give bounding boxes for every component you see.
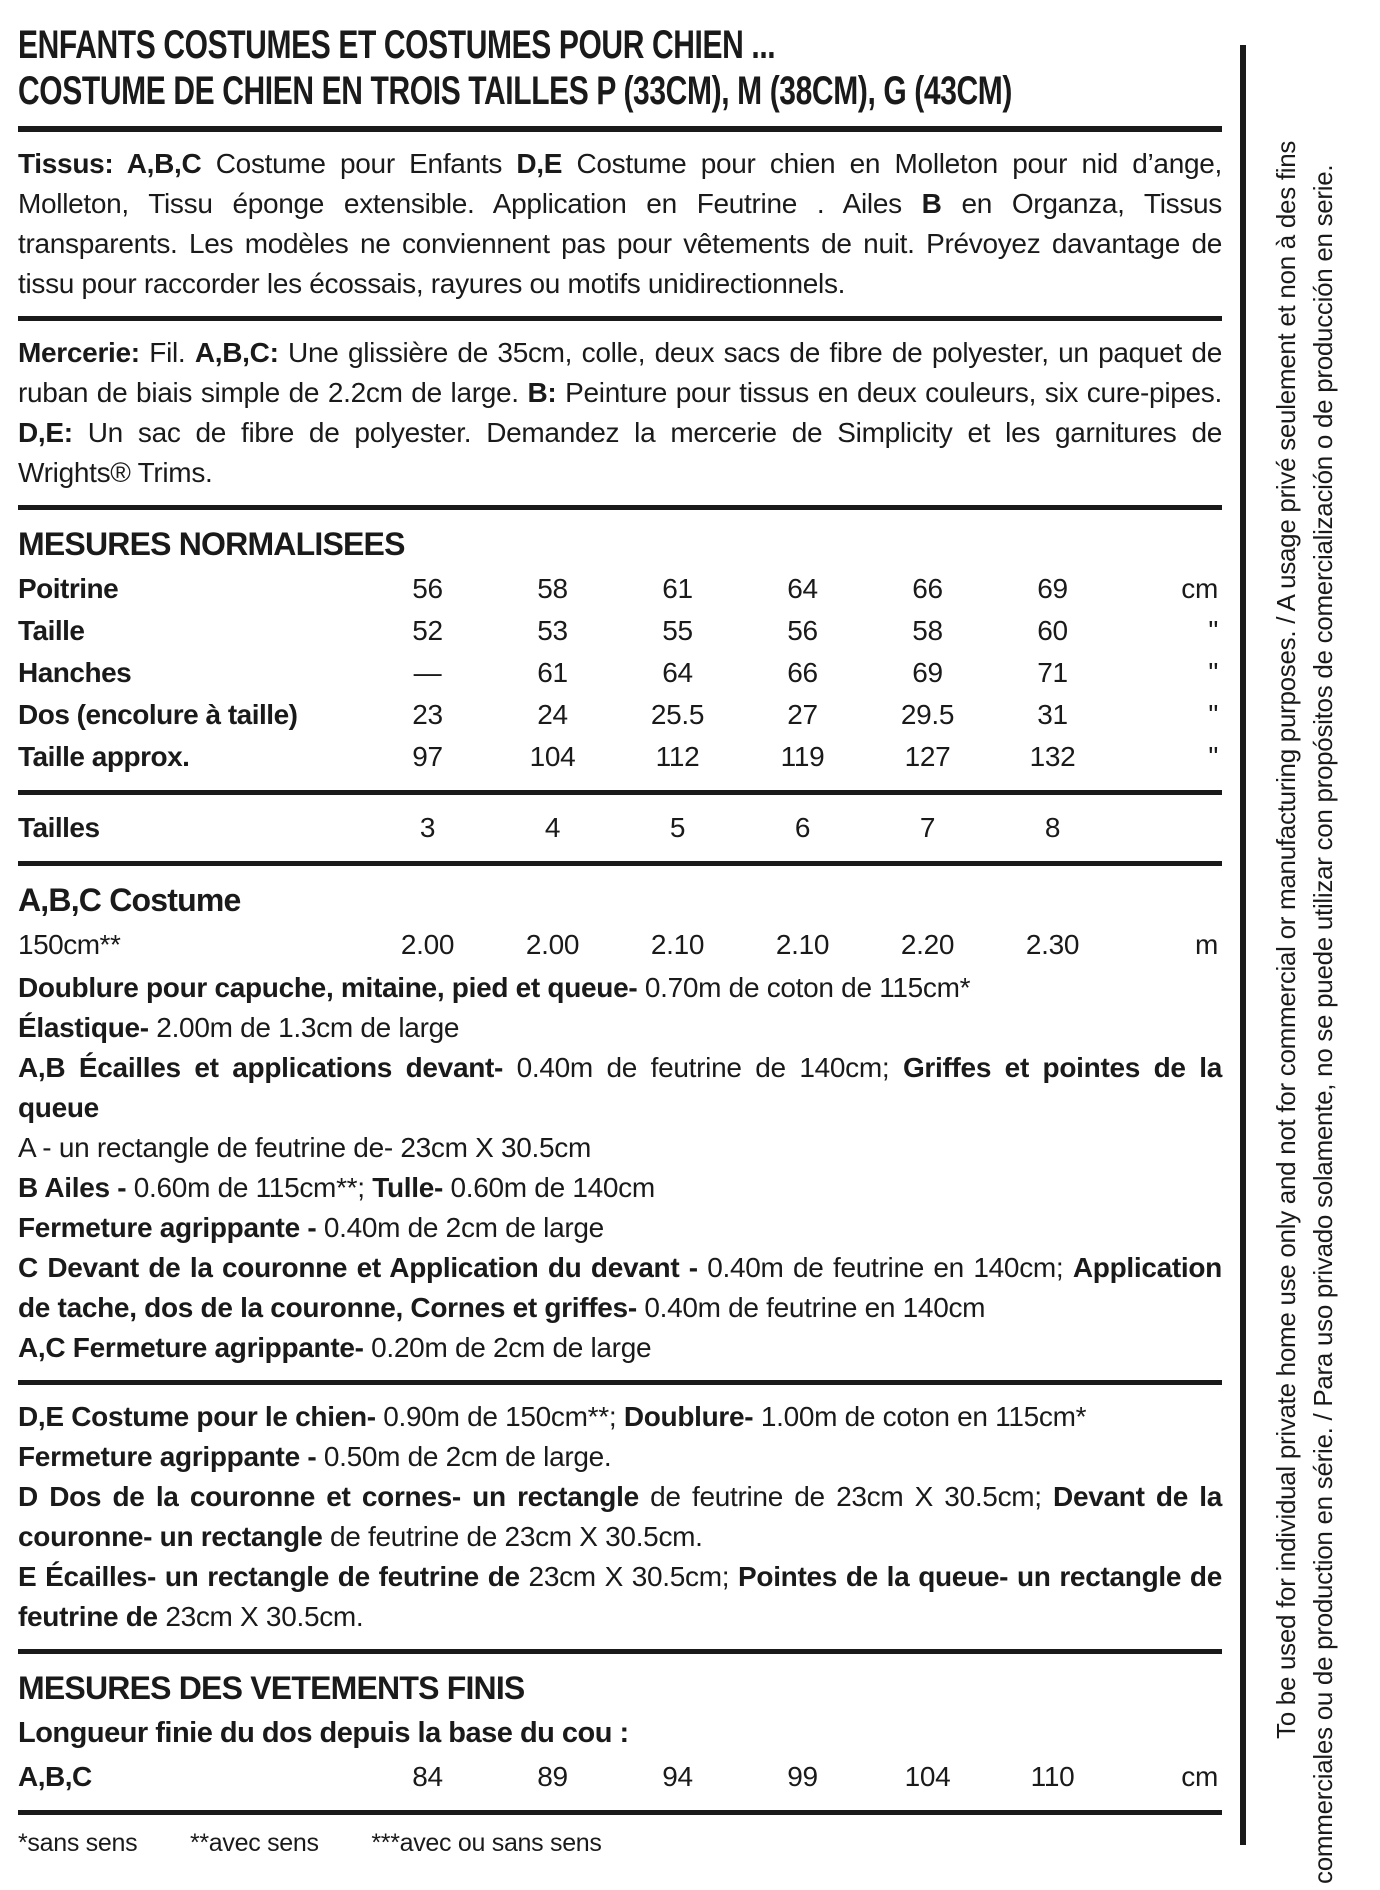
cell-value: 84 [412, 1761, 443, 1792]
cell-value: 2.00 [525, 929, 580, 960]
bold-text-segment: Griffes et pointes de la queue [18, 1052, 1222, 1123]
abc-costume-heading: A,B,C Costume [18, 882, 241, 918]
requirement-line [18, 1328, 1222, 1368]
bold-text-segment: Doublure pour capuche, mitaine, pied et queue- [18, 972, 645, 1003]
cell-value: 2.30 [1025, 929, 1080, 960]
text-segment: Peinture pour tissus en deux couleurs, six cure-pipes. [565, 377, 1222, 408]
cell-value: 4 [544, 812, 561, 843]
cell-value: 2.10 [775, 929, 830, 960]
notions-paragraph [18, 333, 1222, 493]
footnote-with-or-without-nap: ***avec ou sans sens [371, 1829, 602, 1857]
cell-value: 94 [662, 1761, 693, 1792]
cell-value: 8 [1044, 812, 1061, 843]
cell-value: 2.10 [650, 929, 705, 960]
requirement-line [18, 1128, 1222, 1168]
table-row [18, 1756, 1222, 1798]
text-segment: 0.60m de 140cm [450, 1172, 655, 1203]
cell-value: 27 [787, 699, 818, 730]
bold-text-segment: D,E [516, 148, 577, 179]
row-label: Taille approx. [18, 741, 190, 772]
cell-value: 97 [412, 741, 443, 772]
measurements-table [18, 568, 1222, 778]
cell-value: 58 [537, 573, 568, 604]
text-segment: A - un rectangle de feutrine de- 23cm X 30.5cm [18, 1132, 591, 1163]
table-row [18, 610, 1222, 652]
bold-text-segment: Devant de la couronne- un rectangle [18, 1481, 1222, 1552]
main-column [18, 22, 1222, 1859]
footnote-without-nap: *sans sens [18, 1829, 138, 1857]
section-divider [18, 1649, 1222, 1654]
table-row [18, 652, 1222, 694]
row-label: Dos (encolure à taille) [18, 699, 298, 730]
bold-text-segment: C Devant de la couronne et Application du devant - [18, 1252, 708, 1283]
bold-text-segment: Fermeture agrippante - [18, 1441, 324, 1472]
finished-measurements-table [18, 1756, 1222, 1798]
text-segment: 0.50m de 2cm de large. [323, 1441, 612, 1472]
section-divider [18, 790, 1222, 795]
bold-text-segment: Élastique- [18, 1012, 157, 1043]
cell-value: 104 [529, 741, 576, 772]
cell-value: 7 [919, 812, 936, 843]
bold-text-segment: Mercerie: [18, 337, 150, 368]
cell-value: 61 [537, 657, 568, 688]
cell-value: 110 [1030, 1761, 1075, 1792]
de-costume-section [18, 1397, 1222, 1637]
requirement-line [18, 1437, 1222, 1477]
standard-measurements-heading: MESURES NORMALISEES [18, 526, 405, 562]
unit-label: " [1208, 699, 1218, 730]
finished-length-subheading: Longueur finie du dos depuis la base du cou : [18, 1717, 629, 1749]
text-segment: Un sac de fibre de polyester. Demandez la mercerie de Simplicity et les garnitures de Wrights® Trims. [18, 417, 1222, 488]
cell-value: 127 [904, 741, 951, 772]
table-row [18, 924, 1222, 966]
bold-text-segment: Doublure- [623, 1401, 761, 1432]
grain-footnotes [18, 1827, 1222, 1859]
cell-value: 69 [912, 657, 943, 688]
table-row [18, 694, 1222, 736]
section-divider [18, 316, 1222, 321]
text-segment: 0.40m de 2cm de large [323, 1212, 604, 1243]
text-segment: de feutrine de 23cm X 30.5cm; [650, 1481, 1054, 1512]
text-segment: 23cm X 30.5cm. [165, 1601, 364, 1632]
cell-value: 71 [1037, 657, 1068, 688]
sizes-row-table [18, 807, 1222, 849]
bold-text-segment: B [921, 188, 962, 219]
text-segment: 0.40m de feutrine en 140cm; [707, 1252, 1073, 1283]
text-segment: 0.40m de feutrine en 140cm [644, 1292, 986, 1323]
cell-value: 99 [787, 1761, 818, 1792]
requirement-line [18, 1008, 1222, 1048]
cell-value: 66 [912, 573, 943, 604]
unit-label: cm [1181, 1761, 1218, 1792]
text-segment: 2.00m de 1.3cm de large [156, 1012, 460, 1043]
copyright-line-1: To be used for individual private home use only and not for commercial or manufacturing purposes. / A usage privé seulement et non à des fins [1271, 140, 1301, 1739]
bold-text-segment: D,E Costume pour le chien- [18, 1401, 384, 1432]
cell-value: 31 [1037, 699, 1068, 730]
row-label: Poitrine [18, 573, 119, 604]
text-segment: 23cm X 30.5cm; [528, 1561, 739, 1592]
unit-label: " [1208, 615, 1218, 646]
cell-value: 53 [537, 615, 568, 646]
requirement-line [18, 1397, 1222, 1437]
text-segment: de feutrine de 23cm X 30.5cm. [330, 1521, 703, 1552]
abc-requirement-lines [18, 968, 1222, 1368]
section-divider [18, 1380, 1222, 1385]
bold-text-segment: D,E: [18, 417, 88, 448]
cell-value: 132 [1029, 741, 1076, 772]
section-divider [18, 861, 1222, 866]
unit-label: " [1208, 741, 1218, 772]
cell-value: 5 [669, 812, 686, 843]
table-row [18, 807, 1222, 849]
cell-value: 6 [794, 812, 811, 843]
de-requirement-lines [18, 1397, 1222, 1637]
row-label: Taille [18, 615, 85, 646]
bold-text-segment: Tulle- [372, 1172, 451, 1203]
text-segment: Une glissière de 35cm, colle, deux sacs de fibre de polyester, un paquet de ruban de biais simple de 2.2cm de large. [18, 337, 1222, 408]
cell-value: 55 [662, 615, 693, 646]
cell-value: 56 [787, 615, 818, 646]
bold-text-segment: Tissus: A,B,C [18, 148, 216, 179]
requirement-line [18, 1168, 1222, 1208]
page-title-line2: COSTUME DE CHIEN EN TROIS TAILLES P (33CM), M (38CM), G (43CM) [18, 69, 1013, 113]
section-divider [18, 505, 1222, 510]
cell-value: 24 [537, 699, 568, 730]
requirement-line [18, 1557, 1222, 1637]
cell-value: 58 [912, 615, 943, 646]
cell-value: 52 [412, 615, 443, 646]
page-title-line1: ENFANTS COSTUMES ET COSTUMES POUR CHIEN ... [18, 23, 776, 67]
bold-text-segment: B Ailes - [18, 1172, 134, 1203]
cell-value: 25.5 [650, 699, 705, 730]
unit-label: cm [1181, 573, 1218, 604]
text-segment: 1.00m de coton en 115cm* [760, 1401, 1087, 1432]
text-segment: Fil. [149, 337, 195, 368]
cell-value: 61 [662, 573, 693, 604]
fabrics-paragraph [18, 144, 1222, 304]
bold-text-segment: Pointes de la queue- un rectangle de feutrine de [18, 1561, 1222, 1632]
vertical-divider [1240, 45, 1246, 1845]
standard-measurements-section [18, 522, 1222, 778]
cell-value: 64 [662, 657, 693, 688]
cell-value: 66 [787, 657, 818, 688]
requirement-line [18, 1248, 1222, 1328]
copyright-sidebar [1268, 74, 1342, 1884]
row-label: Tailles [18, 812, 100, 843]
text-segment: 0.70m de coton de 115cm* [644, 972, 971, 1003]
section-divider [18, 1810, 1222, 1815]
footnote-with-nap: **avec sens [189, 1829, 319, 1857]
text-segment: Costume pour chien en Molleton pour nid d’ange, Molleton, Tissu éponge extensible. Application en Feutrine . Ailes [18, 148, 1222, 219]
text-segment: 0.90m de 150cm**; [383, 1401, 624, 1432]
bold-text-segment: Application de tache, dos de la couronne, Cornes et griffes- [18, 1252, 1222, 1323]
cell-value: 29.5 [900, 699, 955, 730]
cell-value: 104 [904, 1761, 951, 1792]
finished-measurements-heading: MESURES DES VETEMENTS FINIS [18, 1670, 525, 1706]
cell-value: 64 [787, 573, 818, 604]
abc-width-row-table [18, 924, 1222, 966]
text-segment: 0.20m de 2cm de large [371, 1332, 652, 1363]
cell-value: 69 [1037, 573, 1068, 604]
bold-text-segment: D Dos de la couronne et cornes- un rectangle [18, 1481, 651, 1512]
copyright-line-2: commerciales ou de production en série. / Para uso privado solamente, no se puede utilizar con propósitos de comercialización o de producción en serie. [1308, 164, 1338, 1884]
bold-text-segment: Fermeture agrippante - [18, 1212, 324, 1243]
section-divider [18, 126, 1222, 132]
table-row [18, 568, 1222, 610]
bold-text-segment: A,B Écailles et applications devant- [18, 1052, 517, 1083]
bold-text-segment: A,C Fermeture agrippante- [18, 1332, 372, 1363]
requirement-line [18, 1208, 1222, 1248]
table-row [18, 736, 1222, 778]
cell-value: 23 [412, 699, 443, 730]
abc-costume-section [18, 878, 1222, 1368]
cell-value: — [413, 657, 442, 688]
unit-label: " [1208, 657, 1218, 688]
bold-text-segment: A,B,C: [194, 337, 289, 368]
text-segment: 0.60m de 115cm**; [133, 1172, 373, 1203]
bold-text-segment: E Écailles- un rectangle de feutrine de [18, 1561, 529, 1592]
cell-value: 60 [1037, 615, 1068, 646]
cell-value: 3 [419, 812, 436, 843]
cell-value: 119 [780, 741, 825, 772]
bold-text-segment: B: [527, 377, 566, 408]
cell-value: 112 [655, 741, 700, 772]
cell-value: 89 [537, 1761, 568, 1792]
requirement-line [18, 1048, 1222, 1128]
row-label: A,B,C [18, 1761, 92, 1792]
cell-value: 56 [412, 573, 443, 604]
row-label: Hanches [18, 657, 132, 688]
requirement-line [18, 968, 1222, 1008]
text-segment: 0.40m de feutrine de 140cm; [516, 1052, 903, 1083]
cell-value: 2.00 [400, 929, 455, 960]
finished-measurements-section [18, 1666, 1222, 1798]
unit-label: m [1194, 929, 1218, 960]
row-label: 150cm** [18, 929, 121, 960]
cell-value: 2.20 [900, 929, 955, 960]
requirement-line [18, 1477, 1222, 1557]
text-segment: Costume pour Enfants [215, 148, 517, 179]
text-segment: en Organza, Tissus transparents. Les modèles ne conviennent pas pour vêtements de nuit. Prévoyez davantage de tissu pour raccorder les écossais, rayures ou motifs unidirectionnels. [18, 188, 1222, 299]
